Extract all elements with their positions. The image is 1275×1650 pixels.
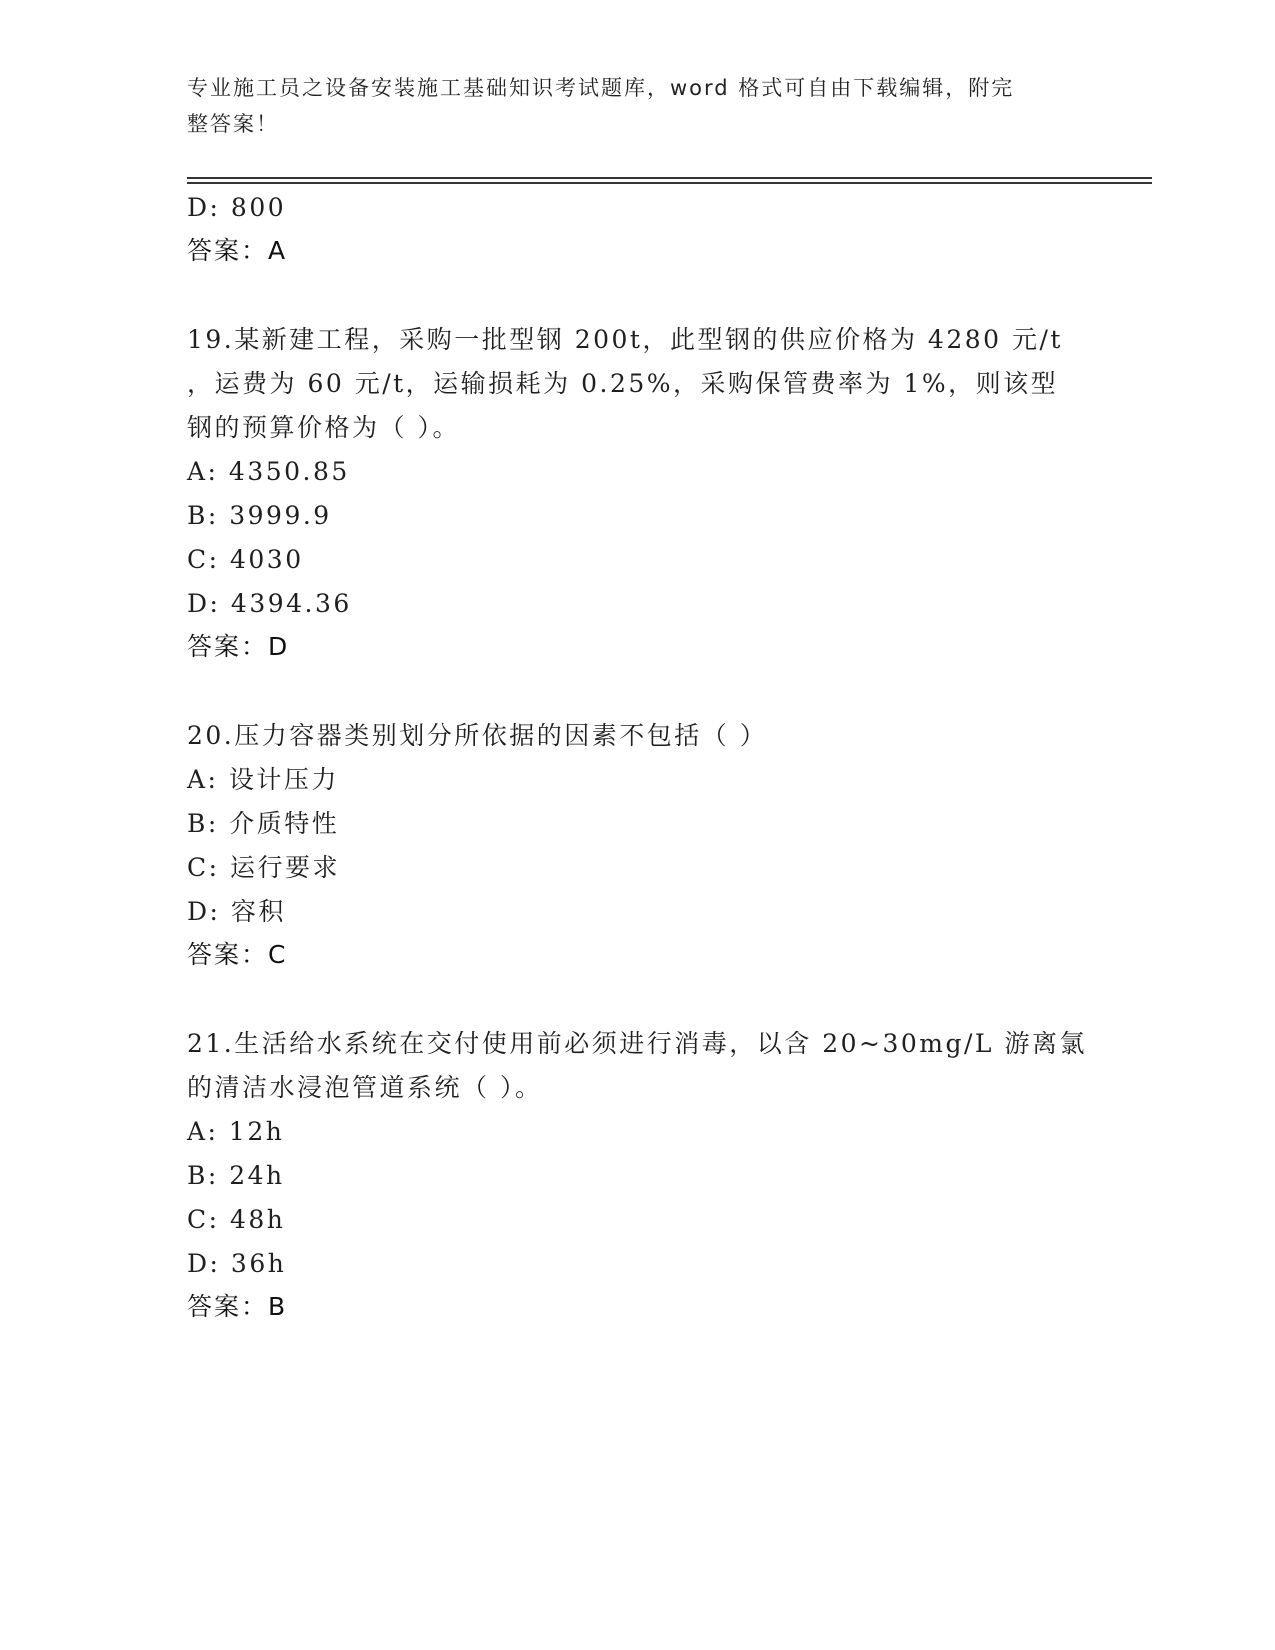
q19-text-line-2: ，运费为 60 元/t，运输损耗为 0.25%，采购保管费率为 1%，则该型 bbox=[187, 369, 1059, 398]
q19-answer: 答案：D bbox=[187, 632, 290, 661]
q20-text-line-1: 20.压力容器类别划分所依据的因素不包括（ ） bbox=[187, 721, 768, 750]
q19-option-d: D: 4394.36 bbox=[187, 589, 352, 618]
q19-option-c: C: 4030 bbox=[187, 545, 304, 574]
prev-option-d: D: 800 bbox=[187, 193, 287, 222]
q21-option-c: C: 48h bbox=[187, 1205, 286, 1234]
q19-text-line-1: 19.某新建工程，采购一批型钢 200t，此型钢的供应价格为 4280 元/t bbox=[187, 325, 1063, 354]
prev-answer: 答案：A bbox=[187, 236, 288, 265]
q20-option-c: C: 运行要求 bbox=[187, 853, 340, 882]
q19-text-line-3: 钢的预算价格为（ ）。 bbox=[187, 413, 460, 442]
q21-text-line-2: 的清洁水浸泡管道系统（ ）。 bbox=[187, 1073, 543, 1102]
q21-option-b: B: 24h bbox=[187, 1161, 285, 1190]
header-divider-top bbox=[187, 177, 1152, 179]
header-divider-bottom bbox=[187, 182, 1152, 184]
q21-option-d: D: 36h bbox=[187, 1249, 287, 1278]
header-line-1: 专业施工员之设备安装施工基础知识考试题库，word 格式可自由下载编辑，附完 bbox=[187, 76, 1015, 100]
q19-option-a: A: 4350.85 bbox=[187, 457, 350, 486]
q21-text-line-1: 21.生活给水系统在交付使用前必须进行消毒，以含 20~30mg/L 游离氯 bbox=[187, 1029, 1087, 1058]
q21-option-a: A: 12h bbox=[187, 1117, 285, 1146]
header-line-2: 整答案！ bbox=[187, 112, 279, 136]
document-header bbox=[187, 70, 1067, 142]
q21-answer: 答案：B bbox=[187, 1292, 288, 1321]
q20-answer: 答案：C bbox=[187, 940, 288, 969]
q20-option-b: B: 介质特性 bbox=[187, 809, 340, 838]
q19-option-b: B: 3999.9 bbox=[187, 501, 332, 530]
q20-option-a: A: 设计压力 bbox=[187, 765, 339, 794]
q20-option-d: D: 容积 bbox=[187, 897, 286, 926]
